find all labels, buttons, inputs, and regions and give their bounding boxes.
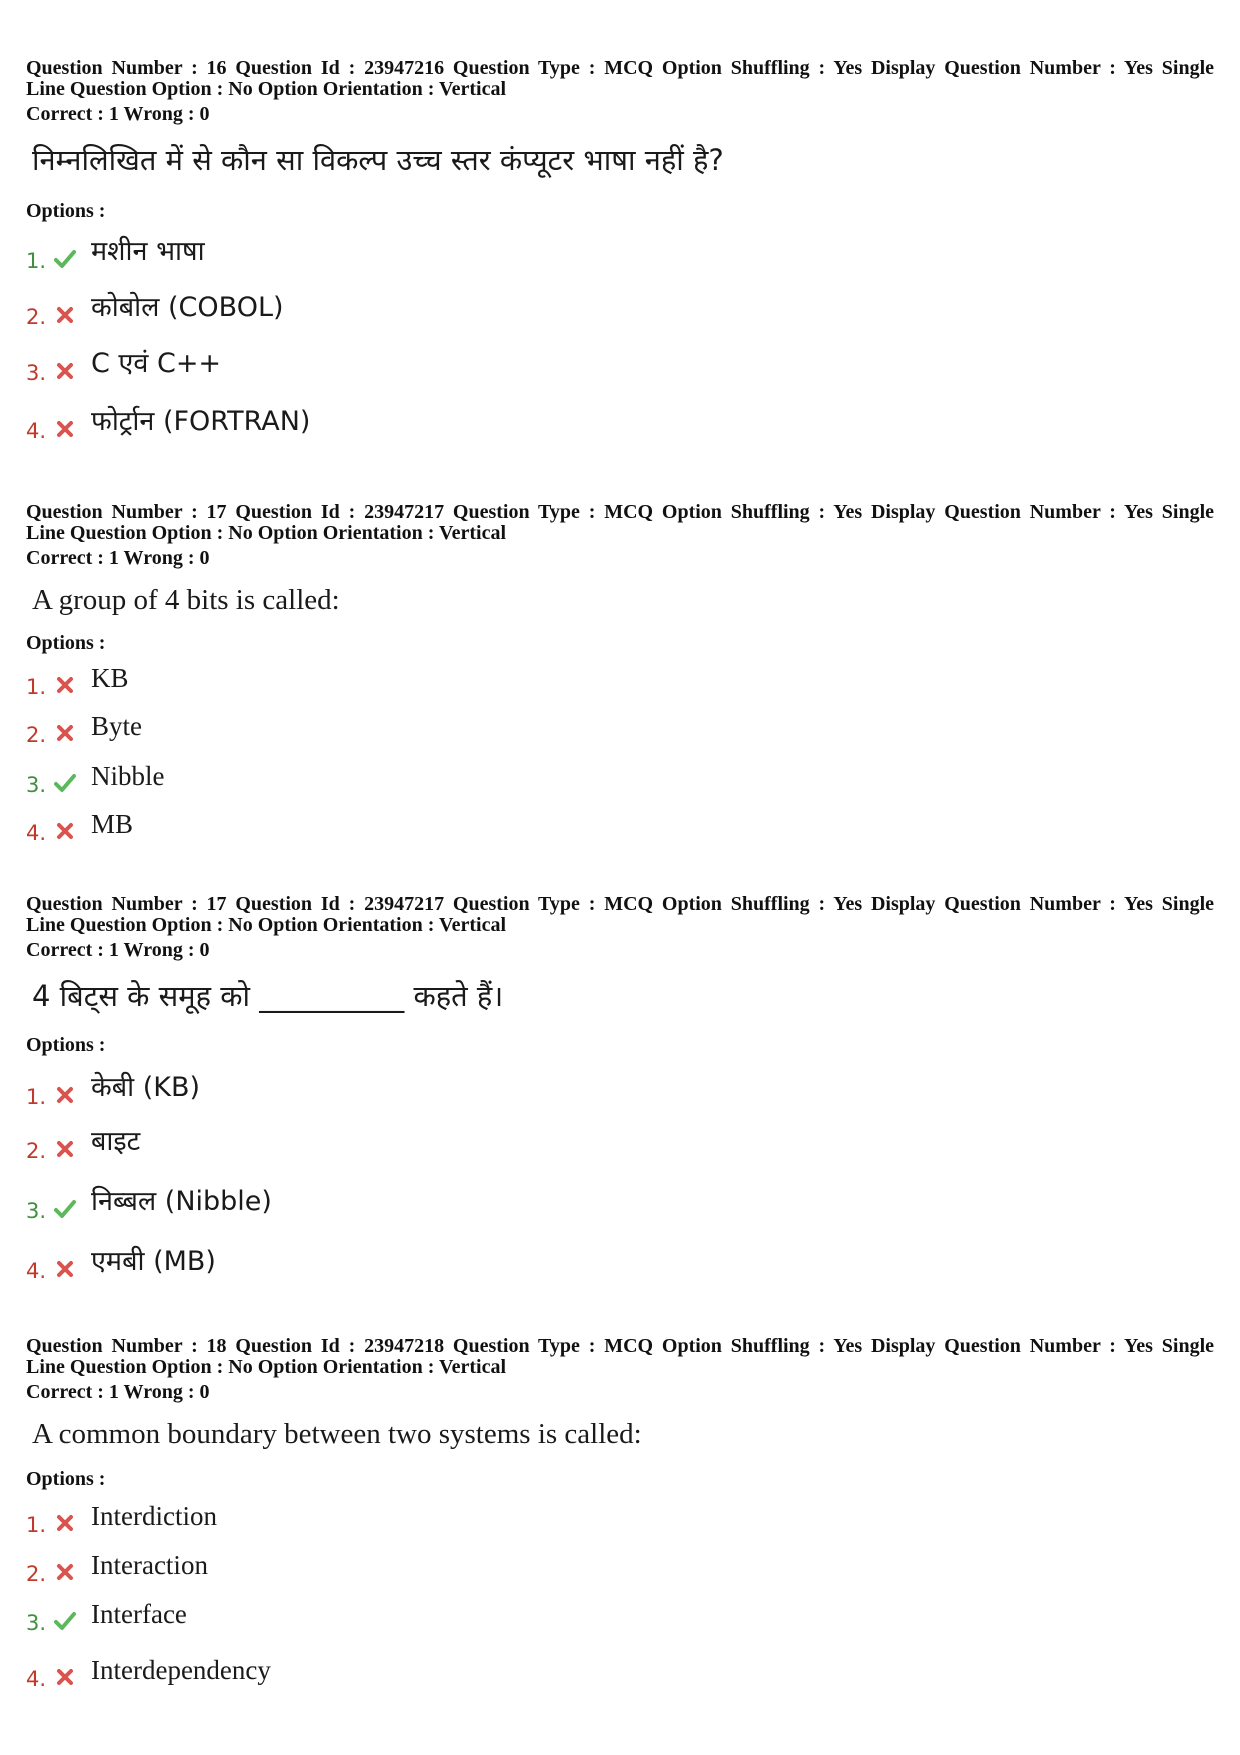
option-row (26, 232, 826, 272)
cross-icon (54, 1084, 76, 1106)
option-row (26, 658, 826, 698)
option-row (26, 756, 826, 796)
option-row (26, 804, 826, 844)
option-number: 2. (26, 1562, 47, 1586)
options-label: Options : (26, 1034, 106, 1056)
option-row (26, 1242, 826, 1282)
option-text: MB (91, 809, 134, 839)
option-text: कोबोल (COBOL) (91, 292, 284, 323)
question-block-16 (26, 58, 1216, 125)
question-text: निम्नलिखित में से कौन सा विकल्प उच्च स्तर कंप्यूटर भाषा नहीं है? (32, 143, 724, 177)
option-text: Byte (91, 711, 142, 741)
question-block-17-hindi (26, 894, 1216, 961)
option-number: 3. (26, 1611, 47, 1635)
question-meta-line: Question Number : 17 Question Id : 23947217 Question Type : MCQ Option Shuffling : Yes Display Question Number : Yes Single (26, 501, 1214, 523)
option-text: Interdependency (91, 1655, 271, 1685)
option-number: 1. (26, 1513, 47, 1537)
option-text: मशीन भाषा (91, 236, 205, 267)
option-number: 4. (26, 821, 47, 845)
cross-icon (54, 360, 76, 382)
option-number: 2. (26, 723, 47, 747)
option-number: 2. (26, 305, 47, 329)
cross-icon (54, 674, 76, 696)
cross-icon (54, 1561, 76, 1583)
option-row (26, 402, 826, 442)
question-block-18 (26, 1336, 1216, 1403)
option-row (26, 1122, 826, 1162)
option-row (26, 288, 826, 328)
question-meta-line: Line Question Option : No Option Orientation : Vertical (26, 522, 507, 544)
question-meta-line: Question Number : 16 Question Id : 23947216 Question Type : MCQ Option Shuffling : Yes Display Question Number : Yes Single (26, 57, 1214, 79)
option-number: 3. (26, 1199, 47, 1223)
cross-icon (54, 722, 76, 744)
option-row (26, 1068, 826, 1108)
question-meta-line: Line Question Option : No Option Orientation : Vertical (26, 1356, 507, 1378)
option-row (26, 1182, 826, 1222)
question-meta-line: Line Question Option : No Option Orientation : Vertical (26, 914, 507, 936)
options-label: Options : (26, 632, 106, 654)
question-meta-line: Line Question Option : No Option Orientation : Vertical (26, 78, 507, 100)
option-text: फोर्ट्रान (FORTRAN) (91, 406, 311, 437)
check-icon (54, 1198, 76, 1220)
option-row (26, 1545, 826, 1585)
check-icon (54, 248, 76, 270)
question-text: A common boundary between two systems is called: (32, 1418, 642, 1450)
option-text: C एवं C++ (91, 348, 222, 379)
option-number: 3. (26, 361, 47, 385)
question-text: A group of 4 bits is called: (32, 584, 340, 616)
options-label: Options : (26, 200, 106, 222)
cross-icon (54, 418, 76, 440)
option-number: 2. (26, 1139, 47, 1163)
option-row (26, 1594, 826, 1634)
marks-line: Correct : 1 Wrong : 0 (26, 547, 210, 569)
question-text: 4 बिट्स के समूह को __________ कहते हैं। (32, 979, 504, 1013)
option-text: KB (91, 663, 129, 693)
option-number: 4. (26, 1259, 47, 1283)
option-text: Interdiction (91, 1501, 217, 1531)
option-row (26, 706, 826, 746)
question-meta-line: Question Number : 17 Question Id : 23947217 Question Type : MCQ Option Shuffling : Yes Display Question Number : Yes Single (26, 893, 1214, 915)
option-text: एमबी (MB) (91, 1246, 216, 1277)
option-number: 4. (26, 1667, 47, 1691)
question-block-17 (26, 502, 1216, 569)
marks-line: Correct : 1 Wrong : 0 (26, 1381, 210, 1403)
cross-icon (54, 1138, 76, 1160)
option-number: 1. (26, 1085, 47, 1109)
cross-icon (54, 1666, 76, 1688)
cross-icon (54, 1512, 76, 1534)
option-text: बाइट (91, 1126, 141, 1157)
option-number: 3. (26, 773, 47, 797)
option-text: Interaction (91, 1550, 208, 1580)
option-row (26, 1496, 826, 1536)
option-number: 1. (26, 249, 47, 273)
marks-line: Correct : 1 Wrong : 0 (26, 939, 210, 961)
option-text: केबी (KB) (91, 1072, 201, 1103)
check-icon (54, 1610, 76, 1632)
question-meta-line: Question Number : 18 Question Id : 23947218 Question Type : MCQ Option Shuffling : Yes Display Question Number : Yes Single (26, 1335, 1214, 1357)
option-row (26, 1650, 826, 1690)
option-row (26, 344, 826, 384)
options-label: Options : (26, 1468, 106, 1490)
cross-icon (54, 304, 76, 326)
marks-line: Correct : 1 Wrong : 0 (26, 103, 210, 125)
option-number: 4. (26, 419, 47, 443)
cross-icon (54, 1258, 76, 1280)
option-text: Interface (91, 1599, 187, 1629)
option-text: निब्बल (Nibble) (91, 1186, 272, 1217)
check-icon (54, 772, 76, 794)
cross-icon (54, 820, 76, 842)
option-text: Nibble (91, 761, 165, 791)
option-number: 1. (26, 675, 47, 699)
